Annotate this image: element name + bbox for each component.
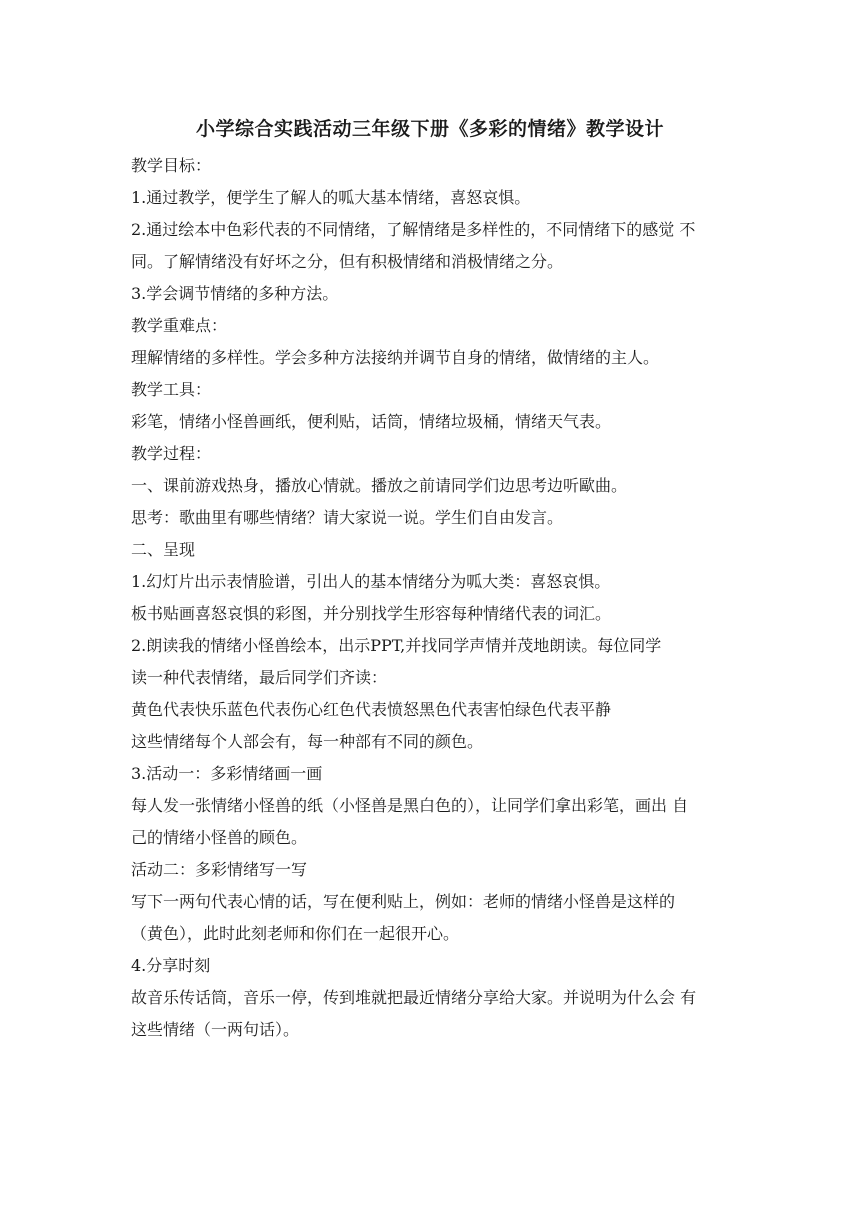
document-body — [131, 150, 731, 1046]
section-heading-objectives: 教学目标： — [131, 156, 212, 175]
tools-text: 彩笔，情绪小怪兽画纸，便利贴，话筒，情绪垃圾桶，情绪天气表。 — [131, 412, 612, 431]
process-item-1: 1.幻灯片出示表情脸谱，引出人的基本情绪分为呱大类：喜怒哀惧。 — [131, 572, 611, 591]
process-step-2-heading: 二、呈现 — [131, 540, 196, 559]
activity-1-line-1: 每人发一张情绪小怪兽的纸（小怪兽是黑白色的），让同学们拿出彩笔，画出 自 — [131, 796, 689, 815]
objective-2-line-2: 同。了解情绪没有好坏之分，但有积极情绪和消极情绪之分。 — [131, 252, 564, 271]
objective-3: 3.学会调节情绪的多种方法。 — [131, 284, 339, 303]
activity-2-line-2: （黄色），此时此刻老师和你们在一起很开心。 — [131, 924, 460, 943]
color-emotions-line: 黄色代表快乐蓝色代表伤心红色代表愤怒黑色代表害怕绿色代表平静 — [131, 700, 612, 719]
activity-2-line-1: 写下一两句代表心情的话，写在便利贴上，例如：老师的情绪小怪兽是这样的 — [131, 892, 676, 911]
process-item-2-line-1: 2.朗读我的情绪小怪兽绘本，出示PPT,并找同学声情并茂地朗读。每位同学 — [131, 636, 662, 655]
section-heading-process: 教学过程： — [131, 444, 212, 463]
activity-1-line-2: 己的情绪小怪兽的顾色。 — [131, 828, 308, 847]
objective-1: 1.通过教学，便学生了解人的呱大基本情绪，喜怒哀惧。 — [131, 188, 531, 207]
sharing-heading: 4.分享时刻 — [131, 956, 211, 975]
activity-1-heading: 3.活动一：多彩情绪画一画 — [131, 764, 323, 783]
objective-2-line-1: 2.通过绘本中色彩代表的不同情绪，了解情绪是多样性的，不同情绪下的感觉 不 — [131, 220, 696, 239]
process-think: 思考：歌曲里有哪些情绪？请大家说一说。学生们自由发言。 — [131, 508, 564, 527]
sharing-line-1: 故音乐传话筒，音乐一停，传到堆就把最近情绪分享给大家。并说明为什么会 有 — [131, 988, 697, 1007]
emotions-colors-line: 这些情绪每个人部会有，每一种部有不同的颜色。 — [131, 732, 484, 751]
process-step-1: 一、课前游戏热身，播放心情就。播放之前请同学们边思考边听歐曲。 — [131, 476, 628, 495]
section-heading-key-points: 教学重难点： — [131, 316, 228, 335]
sharing-line-2: 这些情绪（一两句话）。 — [131, 1020, 300, 1039]
section-heading-tools: 教学工具： — [131, 380, 212, 399]
process-item-2-line-2: 读一种代表情绪，最后同学们齐读： — [131, 668, 388, 687]
process-item-1-detail: 板书贴画喜怒哀惧的彩图，并分别找学生形容每种情绪代表的词汇。 — [131, 604, 612, 623]
document-title: 小学综合实践活动三年级下册《多彩的情绪》教学设计 — [195, 118, 664, 140]
activity-2-heading: 活动二：多彩情绪写一写 — [131, 860, 308, 879]
key-points-text: 理解情绪的多样性。学会多种方法接纳并调节自身的情绪，做情绪的主人。 — [131, 348, 660, 367]
